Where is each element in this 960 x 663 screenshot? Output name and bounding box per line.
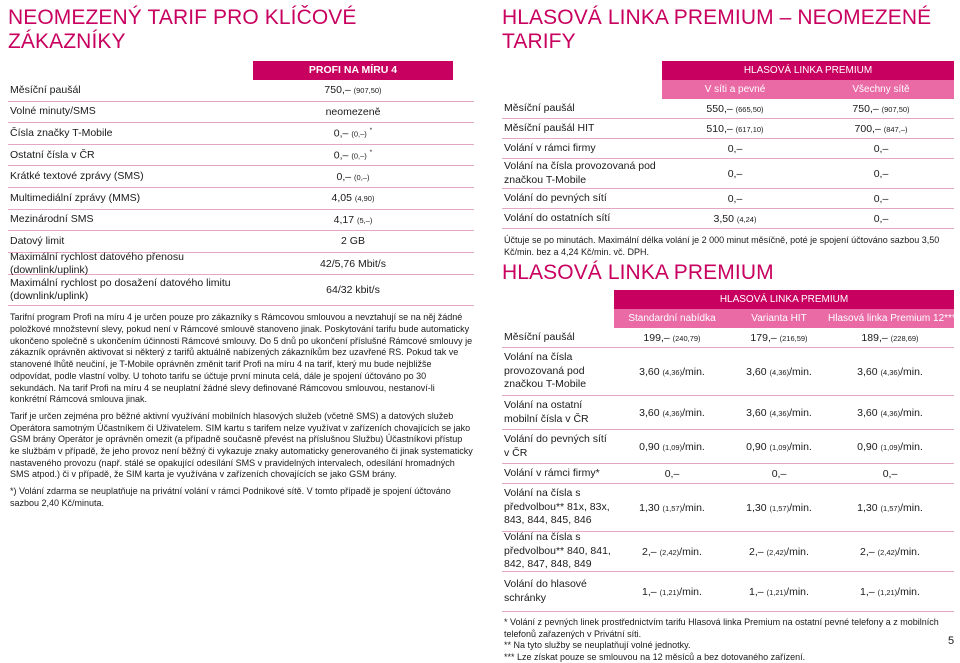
cell-unit: /min.: [789, 407, 812, 419]
tariff-row: [8, 80, 474, 102]
cell-value-vat: (665,50): [736, 105, 764, 114]
row-label: Volání v rámci firmy: [502, 142, 662, 156]
value-with-vat: (4,90): [355, 194, 375, 203]
cell-unit: /min.: [682, 441, 705, 453]
row-label: Volání do pevných sítí v ČR: [502, 433, 614, 460]
premium-row: [502, 532, 954, 572]
left-paragraphs: [8, 312, 474, 509]
value-main: 0,–: [337, 171, 352, 183]
premium-cell: [614, 366, 730, 378]
left-paragraph: *) Volání zdarma se neuplatňuje na privátní volání v rámci Podnikové sítě. V tomto případě je spojení účtováno sazbou 2,40 Kč/minuta.: [8, 486, 474, 509]
tariff-row-value: [253, 127, 453, 140]
premium-cell: [730, 332, 828, 344]
premium-cell: [828, 546, 952, 558]
tariff-row-label: Multimediální zprávy (MMS): [8, 192, 253, 205]
row-label: Volání na čísla provozovaná pod značkou T-Mobile: [502, 160, 662, 187]
left-column: [8, 6, 474, 510]
value-main: 0,–: [334, 149, 349, 161]
premium-cell: [614, 441, 730, 453]
cell-v-siti: [662, 123, 808, 135]
premium-cell: [730, 366, 828, 378]
cell-unit: /min.: [786, 586, 809, 598]
premium-header-block: [614, 290, 954, 328]
cell-value: 550,–: [706, 103, 732, 115]
cell-value: 0,–: [728, 193, 743, 205]
cell-value-vat: (4,36): [881, 409, 901, 418]
row-label: Volání do ostatních sítí: [502, 212, 662, 226]
premium-unlimited-row: [502, 139, 954, 159]
cell-value: 179,–: [750, 332, 776, 344]
cell-value: 3,60: [746, 366, 766, 378]
premium-cell: [614, 586, 730, 598]
tariff-row-label: Maximální rychlost po dosažení datového limitu (downlink/uplink): [8, 277, 253, 303]
premium-cell: [828, 332, 952, 344]
tariff-row: [8, 145, 474, 167]
cell-value-vat: (2,42): [660, 548, 680, 557]
tariff-row-label: Krátké textové zprávy (SMS): [8, 170, 253, 183]
row-label: Volání v rámci firmy*: [502, 467, 614, 481]
cell-value: 1,–: [860, 586, 875, 598]
tariff-row-value: [253, 258, 453, 270]
cell-vsechny-site: [808, 168, 954, 180]
premium-unlimited-subheader: [662, 80, 954, 99]
cell-unit: /min.: [900, 441, 923, 453]
cell-value: 189,–: [861, 332, 887, 344]
premium-cell: [614, 502, 730, 514]
cell-value-vat: (1,57): [663, 504, 683, 513]
premium-cell: [730, 502, 828, 514]
cell-value: 750,–: [852, 103, 878, 115]
cell-unit: /min.: [679, 586, 702, 598]
value-main: neomezeně: [326, 106, 381, 118]
tariff-row-label: Ostatní čísla v ČR: [8, 149, 253, 162]
cell-value: 0,–: [874, 168, 889, 180]
footnote-mark: *: [370, 127, 373, 134]
tariff-row-label: Datový limit: [8, 235, 253, 248]
premium-col-header: Hlasová linka Premium 12***: [828, 309, 952, 328]
cell-v-siti: [662, 168, 808, 180]
cell-unit: /min.: [897, 546, 920, 558]
tariff-row: [8, 210, 474, 232]
premium-unlimited-header-block: [662, 61, 954, 99]
premium-cell: [730, 546, 828, 558]
tariff-row-value: [253, 284, 453, 296]
value-main: 64/32 kbit/s: [326, 284, 380, 296]
cell-vsechny-site: [808, 103, 954, 115]
premium-unlimited-row: [502, 99, 954, 119]
tariff-row: [8, 253, 474, 276]
cell-value-vat: (1,09): [881, 443, 901, 452]
premium-row: [502, 348, 954, 396]
tariff-column-header: PROFI NA MÍRU 4: [253, 61, 453, 80]
cell-value: 0,–: [874, 193, 889, 205]
cell-value-vat: (4,24): [737, 215, 757, 224]
premium-row: [502, 396, 954, 430]
left-title: NEOMEZENÝ TARIF PRO KLÍČOVÉ ZÁKAZNÍKY: [8, 6, 474, 54]
cell-value-vat: (1,57): [881, 504, 901, 513]
premium-cell: [730, 586, 828, 598]
premium-unlimited-title: HLASOVÁ LINKA PREMIUM – NEOMEZENÉ TARIFY: [502, 6, 954, 54]
tariff-row-value: [253, 106, 453, 118]
tariff-row-value: [253, 149, 453, 162]
cell-value: 1,–: [642, 586, 657, 598]
premium-cell: [828, 468, 952, 480]
cell-value: 0,–: [728, 143, 743, 155]
cell-vsechny-site: [808, 213, 954, 225]
tariff-row-label: Mezinárodní SMS: [8, 213, 253, 226]
premium-footnote: * Volání z pevných linek prostřednictvím tarifu Hlasová linka Premium na ostatní pevné telefony a z mobilních telefonů zařazených v Privátní síti.: [502, 617, 954, 640]
tariff-row: [8, 188, 474, 210]
tariff-row-value: [253, 171, 453, 183]
cell-value-vat: (240,79): [673, 334, 701, 343]
tariff-row-label: Volné minuty/SMS: [8, 105, 253, 118]
cell-unit: /min.: [789, 366, 812, 378]
cell-value-vat: (847,–): [884, 125, 908, 134]
value-main: 2 GB: [341, 235, 365, 247]
cell-value: 0,–: [772, 468, 787, 480]
cell-value-vat: (4,36): [663, 368, 683, 377]
cell-unit: /min.: [900, 502, 923, 514]
cell-value: 0,90: [857, 441, 877, 453]
cell-value-vat: (1,21): [878, 588, 898, 597]
value-main: 0,–: [334, 128, 349, 140]
cell-value: 2,–: [749, 546, 764, 558]
cell-value: 1,30: [639, 502, 659, 514]
cell-value: 1,30: [746, 502, 766, 514]
cell-unit: /min.: [789, 441, 812, 453]
tariff-row-label: Maximální rychlost datového přenosu (downlink/uplink): [8, 251, 253, 277]
cell-vsechny-site: [808, 123, 954, 135]
value-main: 42/5,76 Mbit/s: [320, 258, 386, 270]
premium-table: [502, 328, 954, 612]
cell-value: 3,50: [714, 213, 734, 225]
left-paragraph: Tarifní program Profi na míru 4 je určen pouze pro zákazníky s Rámcovou smlouvou a nevztahují se na něj žádné položkové množstevní slevy, pokud není v Rámcové smlouvě stanoveno jinak. Poskytování tarifu bude automaticky ukončeno společně s ukončením účinnosti Rámcové smlouvy. Do 5 dnů po ukončení příslušné Rámcové smlouvy je zákazník oprávněn aktivovat si některý z tarifů aktuálně nabízených zákazníkům bez uzavřené RS. Pokud tak ve stanovené lhůtě neučiní, je T-Mobile oprávněn změnit tarif Profi na míru 4 na tarif, který mu bude nejbližše odpovídat, podle vlastní volby. U tohoto tarifu se účtuje první minuta celá, dále je spojení účtováno po 30 sekundách. Na tarif Profi na míru 4 se neuplatní žádné slevy definované Rámcovou smlouvou, nestanoví-li konkrétní Rámcová smlouva jinak.: [8, 312, 474, 406]
cell-value-vat: (1,09): [663, 443, 683, 452]
right-column: [502, 6, 954, 663]
premium-cell: [730, 407, 828, 419]
cell-value-vat: (228,69): [891, 334, 919, 343]
left-tariff-table: [8, 80, 474, 306]
cell-v-siti: [662, 103, 808, 115]
premium-unlimited-row: [502, 159, 954, 189]
cell-value-vat: (907,50): [882, 105, 910, 114]
premium-title: HLASOVÁ LINKA PREMIUM: [502, 261, 954, 285]
premium-footnotes: [502, 617, 954, 663]
value-main: 750,–: [324, 84, 350, 96]
tariff-row-value: [253, 214, 453, 226]
cell-value-vat: (617,10): [736, 125, 764, 134]
cell-unit: /min.: [900, 366, 923, 378]
tariff-row: [8, 102, 474, 124]
row-label: Měsíční paušál: [502, 331, 614, 345]
premium-cell: [730, 441, 828, 453]
value-main: 4,05: [332, 192, 352, 204]
tariff-row-value: [253, 84, 453, 96]
cell-value-vat: (1,57): [770, 504, 790, 513]
premium-row: [502, 572, 954, 612]
page-number: 5: [948, 635, 954, 647]
premium-unlimited-row: [502, 209, 954, 229]
row-label: Měsíční paušál: [502, 102, 662, 116]
premium-cell: [614, 407, 730, 419]
cell-v-siti: [662, 143, 808, 155]
premium-unlimited-note: Účtuje se po minutách. Maximální délka volání je 2 000 minut měsíčně, poté je spojení účtováno sazbou 3,50 Kč/min. bez a 4,24 Kč/min. vč. DPH.: [502, 235, 954, 258]
premium-cell: [828, 586, 952, 598]
premium-col-header: Standardní nabídka: [614, 309, 730, 328]
premium-footnote: ** Na tyto služby se neuplatňují volné jednotky.: [502, 640, 954, 652]
cell-unit: /min.: [786, 546, 809, 558]
row-label: Volání do pevných sítí: [502, 192, 662, 206]
cell-value: 2,–: [860, 546, 875, 558]
cell-vsechny-site: [808, 193, 954, 205]
cell-value: 0,–: [883, 468, 898, 480]
premium-unlimited-row: [502, 119, 954, 139]
premium-unlimited-row: [502, 189, 954, 209]
left-paragraph: Tarif je určen zejména pro běžné aktivní využívání mobilních hlasových služeb (včetně SMS) a datových služeb Operátora samotným Účastníkem či Uživatelem. SIM kartu s tarifem nelze využívat v zařízeních chovajících se jako GSM brány Operátor je oprávněn omezit (a případně současně převést na příslušnou Službu) Účastníkovi přístup ke službám v případě, že jeho provoz není běžný či vykazuje znaky automaticky generovaného či jinak systematicky nastaveného provozu (např. stálé se opakující odesílání SMS v pravidelných intervalech, odesílání hromadných SMS atpod.) či v případě, že SIM karta je využívána v zařízeních chovajících se jako GSM brány.: [8, 411, 474, 481]
cell-value-vat: (4,36): [770, 368, 790, 377]
cell-vsechny-site: [808, 143, 954, 155]
tariff-row: [8, 231, 474, 253]
cell-value: 3,60: [857, 407, 877, 419]
premium-cell: [614, 546, 730, 558]
cell-value-vat: (1,09): [770, 443, 790, 452]
cell-value: 3,60: [746, 407, 766, 419]
cell-value-vat: (4,36): [881, 368, 901, 377]
cell-value-vat: (2,42): [878, 548, 898, 557]
cell-value: 199,–: [643, 332, 669, 344]
cell-value: 3,60: [639, 366, 659, 378]
cell-v-siti: [662, 193, 808, 205]
premium-row: [502, 430, 954, 464]
footnote-mark: *: [370, 149, 373, 156]
tariff-row-value: [253, 235, 453, 247]
premium-footnote: *** Lze získat pouze se smlouvou na 12 měsíců a bez dotovaného zařízení.: [502, 652, 954, 663]
value-with-vat: (0,–): [351, 151, 366, 160]
cell-unit: /min.: [682, 502, 705, 514]
tariff-row: [8, 275, 474, 306]
cell-unit: /min.: [682, 407, 705, 419]
premium-unlimited-table: [502, 99, 954, 229]
premium-header: HLASOVÁ LINKA PREMIUM: [614, 290, 954, 309]
premium-subheader: [614, 309, 954, 328]
value-main: 4,17: [334, 214, 354, 226]
cell-value: 0,–: [665, 468, 680, 480]
cell-value-vat: (4,36): [770, 409, 790, 418]
premium-cell: [828, 441, 952, 453]
premium-row: [502, 464, 954, 484]
cell-value: 1,30: [857, 502, 877, 514]
tariff-row: [8, 123, 474, 145]
value-with-vat: (0,–): [351, 130, 366, 139]
cell-unit: /min.: [900, 407, 923, 419]
premium-col-header: Varianta HIT: [730, 309, 828, 328]
cell-value-vat: (216,59): [780, 334, 808, 343]
premium-row: [502, 328, 954, 348]
col-header-v-siti: V síti a pevné: [662, 80, 808, 99]
premium-row: [502, 484, 954, 532]
row-label: Volání na čísla provozovaná pod značkou T-Mobile: [502, 351, 614, 392]
row-label: Volání na čísla s předvolbou** 840, 841, 842, 847, 848, 849: [502, 531, 614, 572]
premium-cell: [828, 502, 952, 514]
tariff-row-label: Čísla značky T-Mobile: [8, 127, 253, 140]
cell-value: 3,60: [639, 407, 659, 419]
premium-cell: [828, 407, 952, 419]
premium-cell: [614, 468, 730, 480]
value-with-vat: (0,–): [354, 173, 369, 182]
cell-value: 0,–: [728, 168, 743, 180]
premium-cell: [828, 366, 952, 378]
cell-unit: /min.: [897, 586, 920, 598]
cell-unit: /min.: [682, 366, 705, 378]
cell-value: 1,–: [749, 586, 764, 598]
tariff-row-value: [253, 192, 453, 204]
premium-cell: [614, 332, 730, 344]
premium-unlimited-header: HLASOVÁ LINKA PREMIUM: [662, 61, 954, 80]
row-label: Volání na ostatní mobilní čísla v ČR: [502, 399, 614, 426]
cell-unit: /min.: [789, 502, 812, 514]
cell-value-vat: (1,21): [767, 588, 787, 597]
row-label: Volání do hlasové schránky: [502, 578, 614, 605]
col-header-vsechny-site: Všechny sítě: [808, 80, 954, 99]
value-with-vat: (5,–): [357, 216, 372, 225]
cell-value: 0,–: [874, 143, 889, 155]
cell-value: 0,90: [639, 441, 659, 453]
cell-value-vat: (4,36): [663, 409, 683, 418]
cell-value: 0,90: [746, 441, 766, 453]
cell-v-siti: [662, 213, 808, 225]
row-label: Měsíční paušál HIT: [502, 122, 662, 136]
row-label: Volání na čísla s předvolbou** 81x, 83x, 843, 844, 845, 846: [502, 487, 614, 528]
cell-value: 700,–: [855, 123, 881, 135]
cell-value-vat: (2,42): [767, 548, 787, 557]
cell-value: 3,60: [857, 366, 877, 378]
cell-value: 0,–: [874, 213, 889, 225]
value-with-vat: (907,50): [354, 86, 382, 95]
cell-value: 510,–: [706, 123, 732, 135]
tariff-row-label: Měsíční paušál: [8, 84, 253, 97]
tariff-row: [8, 166, 474, 188]
cell-unit: /min.: [679, 546, 702, 558]
cell-value-vat: (1,21): [660, 588, 680, 597]
premium-cell: [730, 468, 828, 480]
cell-value: 2,–: [642, 546, 657, 558]
